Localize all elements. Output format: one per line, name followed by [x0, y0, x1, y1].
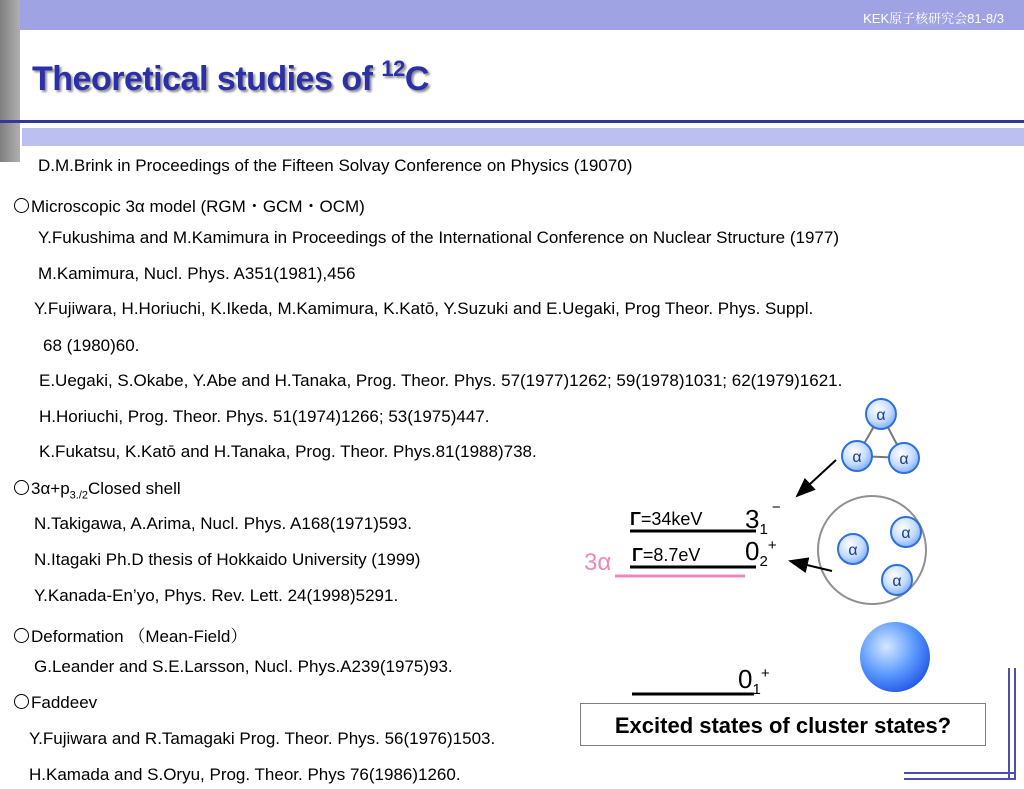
section-label-tail: Closed shell: [88, 479, 181, 498]
corner-decoration: [1014, 668, 1016, 778]
width-label-3minus: Γ=34keV: [630, 509, 703, 529]
threshold-label: 3α: [584, 549, 612, 576]
ref-line: G.Leander and S.E.Larsson, Nucl. Phys.A239(1975)93.: [34, 657, 453, 676]
corner-decoration: [904, 778, 1016, 780]
title-superscript: 12: [381, 56, 405, 81]
section-label: Microscopic 3α model (RGM・GCM・OCM): [31, 197, 365, 216]
ref-line: N.Itagaki Ph.D thesis of Hokkaido University (1999): [34, 550, 421, 569]
section-label-subscript: 3./2: [69, 489, 89, 502]
alpha-label: α: [892, 573, 902, 590]
callout-box: Excited states of cluster states?: [580, 703, 986, 746]
ref-line: N.Takigawa, A.Arima, Nucl. Phys. A168(1971)593.: [34, 514, 412, 533]
corner-decoration: [904, 772, 1016, 774]
ref-line: Y.Fujiwara and R.Tamagaki Prog. Theor. Phys. 56(1976)1503.: [29, 729, 496, 748]
corner-decoration: [1008, 668, 1010, 778]
ref-line: Y.Kanada-En’yo, Phys. Rev. Lett. 24(1998)5291.: [34, 586, 399, 605]
arrow: [797, 460, 836, 496]
section-label: 3α+p: [31, 479, 70, 498]
alpha-label: α: [848, 542, 858, 559]
ref-line: E.Uegaki, S.Okabe, Y.Abe and H.Tanaka, Prog. Theor. Phys. 57(1977)1262; 59(1978)1031; 62(1979)1621.: [39, 371, 843, 390]
alpha-label: α: [901, 525, 911, 542]
title-text: Theoretical studies of: [32, 60, 382, 98]
width-label-0plus: Γ=8.7eV: [632, 545, 701, 565]
alpha-label: α: [876, 407, 886, 424]
ref-line: M.Kamimura, Nucl. Phys. A351(1981),456: [38, 264, 356, 283]
ref-line: K.Fukatsu, K.Katō and H.Tanaka, Prog. Theor. Phys.81(1988)738.: [39, 442, 537, 461]
state-label-3minus: $3_1^-$: [745, 499, 781, 538]
ref-line: Y.Fujiwara, H.Horiuchi, K.Ikeda, M.Kamimura, K.Katō, Y.Suzuki and E.Uegaki, Prog Theor. Phys. Suppl.: [34, 299, 814, 318]
ground-state-sphere: [860, 622, 930, 692]
section-label: Deformation （Mean-Field）: [31, 627, 248, 646]
ref-line: D.M.Brink in Proceedings of the Fifteen Solvay Conference on Physics (19070): [38, 156, 633, 175]
ref-line: Y.Fukushima and M.Kamimura in Proceedings of the International Conference on Nuclear Structure (1977): [38, 228, 840, 247]
title-element: C: [404, 60, 429, 98]
state-label-0plus-2: $0_2^+$: [745, 536, 777, 570]
section-label: Faddeev: [31, 693, 98, 712]
ref-line: 68 (1980)60.: [43, 336, 140, 355]
alpha-label: α: [899, 451, 909, 468]
alpha-label: α: [852, 449, 862, 466]
ref-line: H.Horiuchi, Prog. Theor. Phys. 51(1974)1266; 53(1975)447.: [39, 407, 490, 426]
ref-line: H.Kamada and S.Oryu, Prog. Theor. Phys 76(1986)1260.: [29, 765, 461, 784]
running-header: KEK原子核研究会81-8/3: [863, 11, 1004, 26]
state-label-0plus-1: $0_1^+$: [738, 664, 770, 698]
